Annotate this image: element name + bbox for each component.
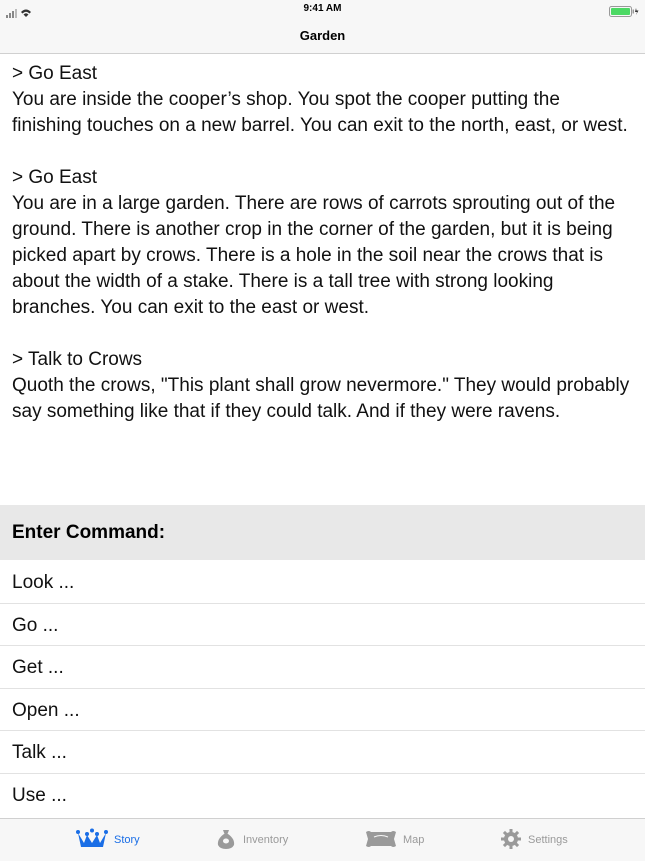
tab-settings-label: Settings	[528, 834, 568, 846]
crown-icon	[76, 828, 114, 853]
command-open[interactable]: Open ...	[0, 689, 645, 732]
tab-map-label: Map	[403, 834, 425, 846]
story-log[interactable]	[0, 54, 645, 505]
story-response: You are inside the cooper’s shop. You spot the cooper putting the finishing touches on a new barrel. You can exit to the north, east, or west.	[12, 89, 628, 136]
story-command: > Go East	[12, 63, 98, 84]
tab-inventory[interactable]	[215, 819, 288, 861]
tab-story-label: Story	[114, 834, 140, 846]
tab-map[interactable]	[365, 819, 424, 861]
command-go[interactable]: Go ...	[0, 604, 645, 647]
command-talk[interactable]: Talk ...	[0, 731, 645, 774]
command-section-header	[0, 505, 645, 560]
story-command: > Go East	[12, 167, 98, 188]
story-entry	[0, 165, 645, 321]
status-time: 9:41 AM	[303, 3, 342, 14]
tab-settings[interactable]	[500, 819, 568, 861]
story-entry	[0, 347, 645, 425]
story-entry	[0, 54, 645, 139]
story-response: You are in a large garden. There are rows of carrots sprouting out of the ground. There is another crop in the corner of the garden, but it is being picked apart by crows. There is a hole in the soil near the crows that is about the width of a stake. There is a tall tree with strong looking branches. You can exit to the east or west.	[12, 193, 616, 318]
gear-icon	[500, 828, 528, 853]
tab-inventory-label: Inventory	[243, 834, 289, 846]
story-response: Quoth the crows, "This plant shall grow nevermore." They would probably say something like that if they could talk. And if they were ravens.	[12, 375, 630, 422]
command-get[interactable]: Get ...	[0, 646, 645, 689]
command-use[interactable]: Use ...	[12, 784, 67, 806]
page-title: Garden	[299, 28, 346, 43]
bag-icon	[215, 828, 243, 853]
status-bar	[0, 0, 645, 20]
navigation-bar	[0, 20, 645, 54]
map-icon	[365, 829, 403, 852]
command-look[interactable]: Look ...	[0, 561, 645, 604]
tab-story[interactable]	[76, 819, 140, 861]
command-list	[0, 561, 645, 817]
command-header-label: Enter Command:	[12, 522, 166, 543]
tab-bar	[0, 818, 645, 861]
story-command: > Talk to Crows	[12, 349, 143, 370]
